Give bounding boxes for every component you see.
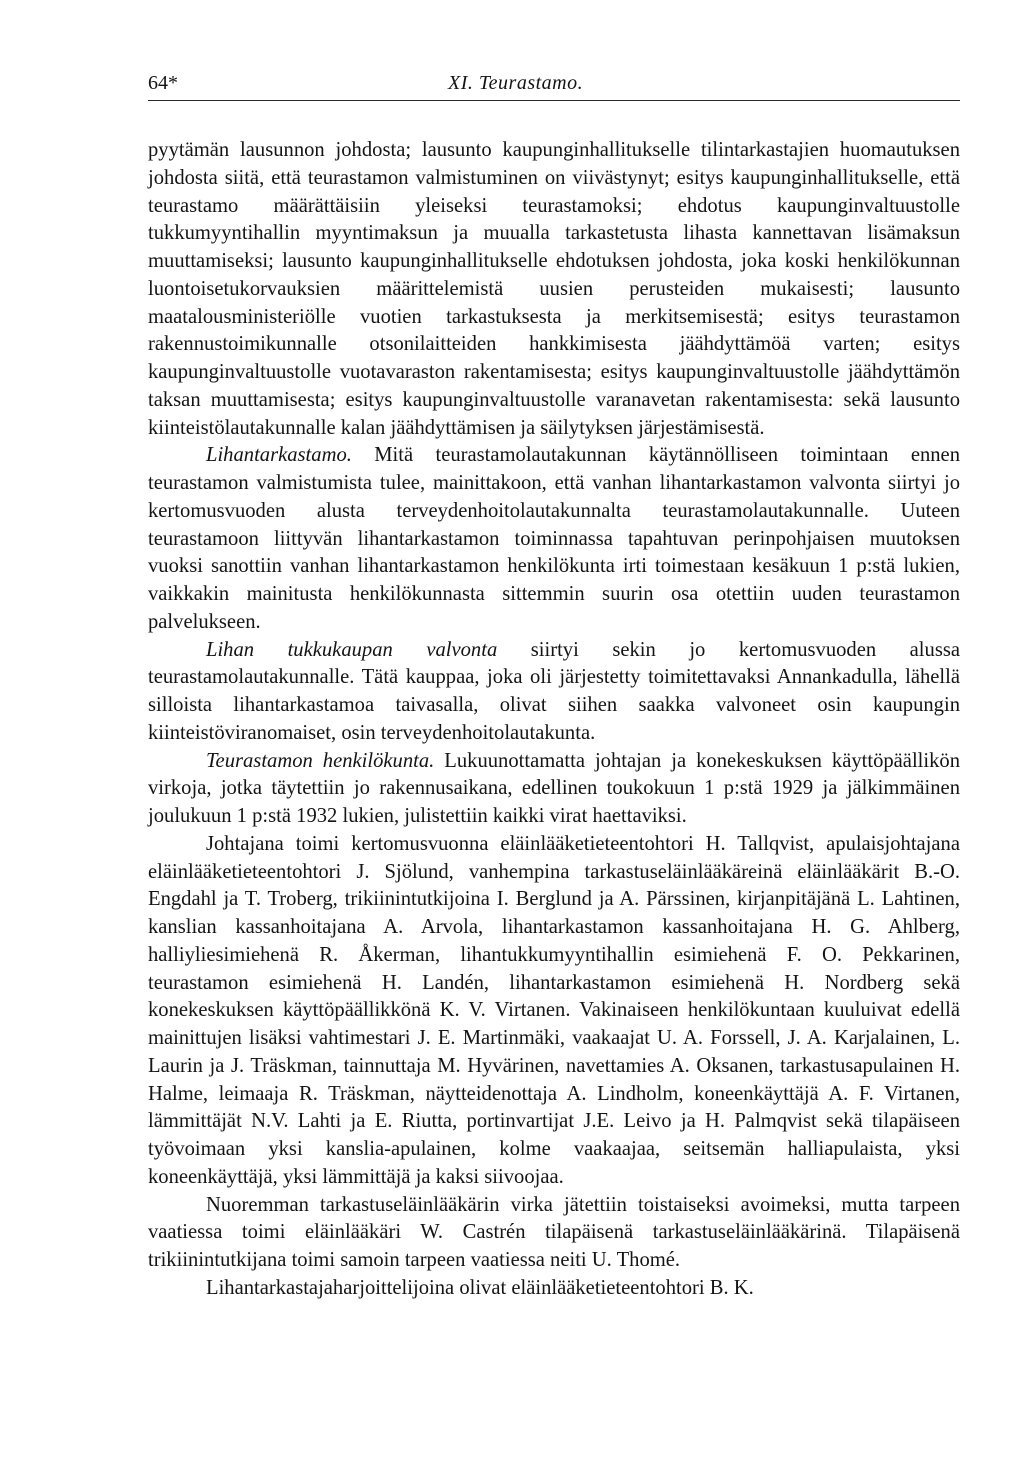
page-number: 64* xyxy=(148,72,178,94)
paragraph-henkilokunta xyxy=(148,748,960,831)
paragraph-text: Lihantarkastajaharjoittelijoina olivat eläinlääketieteentohtori B. K. xyxy=(206,1276,754,1299)
section-heading: Teurastamon henkilökunta. xyxy=(206,749,435,772)
paragraph-staff-list xyxy=(148,831,960,1192)
paragraph-text: Lukuunottamatta johtajan ja konekeskuksen käyttöpäällikön virkoja, jotka täytettiin jo rakennusaikana, edellinen toukokuun 1 p:stä 1929 ja jälkimmäinen joulukuun 1 p:stä 1932 lukien, julistettiin kaikki virat haettaviksi. xyxy=(148,749,961,827)
paragraph-vacancy xyxy=(148,1192,960,1275)
section-heading: Lihantarkastamo. xyxy=(206,444,352,467)
body-text xyxy=(148,137,960,1303)
paragraph-text: pyytämän lausunnon johdosta; lausunto kaupunginhallitukselle tilintarkastajien huomautuksen johdosta siitä, että teurastamon valmistuminen on viivästynyt; esitys kaupunginhallitukselle, että teurastamo määrättäisiin yleiseksi teurastamoksi; ehdotus kaupunginvaltuustolle tukkumyyntihallin myyntimaksun ja muualla tarkastetusta lihasta kannettavan lisämaksun muuttamiseksi; lausunto kaupunginhallitukselle ehdotuksen johdosta, joka koski henkilökunnan luontoisetukorvauksien määrittelemistä uusien perusteiden mukaisesti; lausunto maatalousministeriölle vuotien tarkastuksesta ja merkitsemisestä; esitys teurastamon rakennustoimikunnalle otsonilaitteiden hankkimisesta jäähdyttämöä varten; esitys kaupunginvaltuustolle vuotavaraston rakentamisesta; esitys kaupunginvaltuustolle jäähdyttämön taksan muuttamisesta; esitys kaupunginvaltuustolle varanavetan rakentamisesta: sekä lausunto kiinteistölautakunnalle kalan jäähdyttämisen ja säilytyksen järjestämisestä. xyxy=(148,139,960,439)
paragraph-lihantarkastamo xyxy=(148,442,960,636)
paragraph-text: Nuoremman tarkastuseläinlääkärin virka jätettiin toistaiseksi avoimeksi, mutta tarpeen vaatiessa toimi eläinlääkäri W. Castrén tilapäisenä tarkastuseläinlääkärinä. Tilapäisenä trikiinintutkijana toimi samoin tarpeen vaatiessa neiti U. Thomé. xyxy=(148,1193,960,1271)
section-heading: Lihan tukkukaupan valvonta xyxy=(206,638,498,661)
running-title: XI. Teurastamo. xyxy=(448,72,584,94)
paragraph-trainees xyxy=(148,1275,960,1303)
page-header xyxy=(148,72,960,101)
paragraph-text: siirtyi sekin jo kertomusvuoden alussa teurastamolautakunnalle. Tätä kauppaa, joka oli järjestetty toimitettavaksi Annankadulla, lähellä silloista lihantarkastamoa taivasalla, olivat siihen saakka valvoneet osin kaupungin kiinteistöviranomaiset, osin terveydenhoitolautakunta. xyxy=(148,638,960,744)
paragraph-continuation xyxy=(148,137,960,442)
paragraph-text: Johtajana toimi kertomusvuonna eläinlääketieteentohtori H. Tallqvist, apulaisjohtajana eläinlääketieteentohtori J. Sjölund, vanhempina tarkastuseläinlääkäreinä eläinlääkärit B.-O. Engdahl ja T. Troberg, trikiinintutkijoina I. Berglund ja A. Pärssinen, kirjanpitäjänä L. Lahtinen, kanslian kassanhoitajana A. Arvola, lihantarkastamon kassanhoitajana H. G. Ahlberg, halliyliesimiehenä R. Åkerman, lihantukkumyyntihallin esimiehenä F. O. Pekkarinen, teurastamon esimiehenä H. Landén, lihantarkastamon esimiehenä H. Nordberg sekä konekeskuksen käyttöpäällikkönä K. V. Virtanen. Vakinaiseen henkilökuntaan kuuluivat edellä mainittujen lisäksi vahtimestari J. E. Martinmäki, vaakaajat U. A. Forssell, J. A. Karjalainen, L. Laurin ja J. Träskman, tainnuttaja M. Hyvärinen, navettamies A. Oksanen, tarkastusapulainen H. Halme, leimaaja R. Träskman, näytteidenottaja A. Lindholm, koneenkäyttäjä A. F. Virtanen, lämmittäjät N.V. Lahti ja E. Riutta, portinvartijat J.E. Leivo ja H. Palmqvist sekä tilapäiseen työvoimaan yksi kanslia-apulainen, kolme vaakaajaa, seitsemän halliapulaista, yksi koneenkäyttäjä, yksi lämmittäjä ja kaksi siivoojaa. xyxy=(148,832,960,1188)
document-page xyxy=(148,72,960,1303)
paragraph-text: Mitä teurastamolautakunnan käytännölliseen toimintaan ennen teurastamon valmistumista tulee, mainittakoon, että vanhan lihantarkastamon valvonta siirtyi jo kertomusvuoden alusta terveydenhoitolautakunnalta teurastamolautakunnalle. Uuteen teurastamoon liittyvän lihantarkastamon toiminnassa tapahtuvan perinpohjaisen muutoksen vuoksi sanottiin vanhan lihantarkastamon henkilökunta irti toimestaan kesäkuun 1 p:stä lukien, vaikkakin mainitusta henkilökunnasta sittemmin suurin osa otettiin uuden teurastamon palvelukseen. xyxy=(148,444,960,633)
paragraph-tukkukauppa xyxy=(148,637,960,748)
